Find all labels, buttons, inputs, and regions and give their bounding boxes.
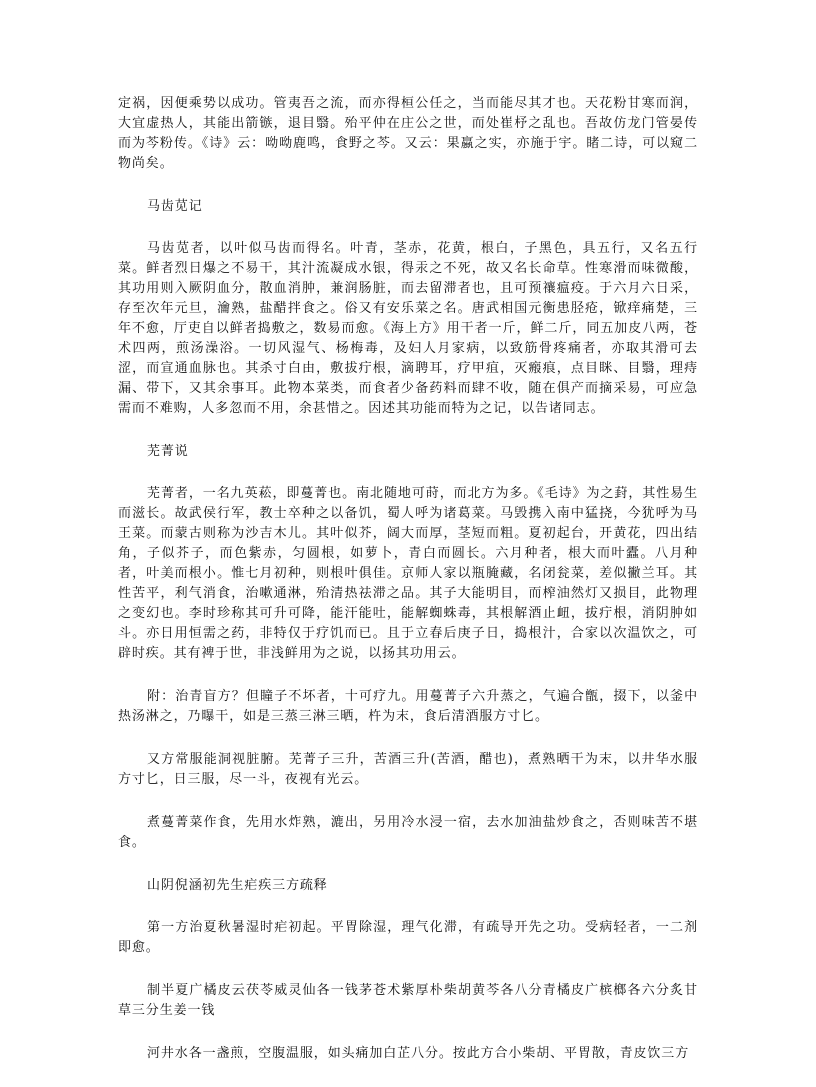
paragraph-wu-jing: 芜菁者，一名九英菘，即蔓菁也。南北随地可莳，而北方为多。《毛诗》为之葑，其性易生而滋长。故武侯行军，教士卒种之以备饥，蜀人呼为诸葛菜。马毁携入南中猛挠，今犹呼为马王菜。而蒙古则称为沙吉木儿。其叶似芥，阔大而厚，茎短而粗。夏初起台，开黄花，四出结角，子似芥子，而色紫赤，匀圆根，如萝卜，青白而圆长。六月种者，根大而叶蠹。八月种者，叶美而根小。惟七月初种，则根叶俱佳。京师人家以瓶腌藏，名闭瓮菜，差似撇兰耳。其性苦平，利气消食，治嗽通淋，殆清热祛滞之品。其子大能明目，而榨油然灯又损目，此物理之变幻也。李时珍称其可升可降，能汗能吐，能解蜘蛛毒，其根解酒止衄，拔疔根，消阴肿如斗。亦日用恒需之药，非特仅于疗饥而已。且于立春后庚子日，捣根汁，合家以次温饮之，可辟时疾。其有裨于世，非浅鲜用为之说，以扬其功用云。: [118, 486, 698, 661]
heading-wu-jing-shuo: 芜菁说: [147, 444, 189, 459]
heading-nue-ji-san-fang: 山阴倪涵初先生疟疾三方疏释: [147, 878, 328, 893]
paragraph-ma-chi-xian: 马齿苋者，以叶似马齿而得名。叶青，茎赤，花黄，根白，子黑色，具五行，又名五行菜。鲜者烈日爆之不易干，其汁流凝成水银，得汞之不死，故又名长命草。性寒滑而味微酸，其功用则入厥阴血分，散血消肿，兼润肠脏，而去留滞者也，且可预禳瘟疫。于六月六日采，存至次年元旦，瀹熟，盐醋拌食之。俗又有安乐菜之名。唐武相国元衡患胫疮，锨痒痛楚，三年不愈，厅吏自以鲜者捣敷之，数易而愈。《海上方》用干者一斤，鲜二斤，同五加皮八两，苍术四两，煎汤澡浴。一切风湿气、杨梅毒，及妇人月家病，以致筋骨疼痛者，亦取其滑可去涩，而宣通血脉也。其杀寸白由，敷拔疔根，滴聘耳，疗甲疽，灭瘢痕，点目眯、目翳，理痔漏、带下，又其余事耳。此物本菜类，而食者少备药料而肆不收，随在俱产而摘采易，可应急需而不难购，人多忽而不用，余甚惜之。因述其功能而特为之记，以告诸同志。: [118, 241, 698, 416]
paragraph-he-jing-shui: 河井水各一盏煎，空腹温服，如头痛加白芷八分。按此方合小柴胡、平胃散，青皮饮三方: [147, 1046, 690, 1061]
document-page: [118, 94, 698, 1087]
heading-ma-chi-xian-ji: 马齿苋记: [147, 199, 203, 214]
paragraph-zhu-man-jing: 煮蔓菁菜作食，先用水炸熟，漉出，另用冷水浸一宿，去水加油盐炒食之，否则味苦不堪食。: [118, 815, 698, 850]
paragraph-you-fang: 又方常服能洞视脏腑。芜菁子三升，苦酒三升(苦酒，醋也)，煮熟晒干为末，以井华水服方寸匕，日三服，尽一斗，夜视有光云。: [118, 752, 698, 787]
paragraph-prescription: 制半夏广橘皮云茯苓威灵仙各一钱茅苍术紫厚朴柴胡黄芩各八分青橘皮广槟榔各六分炙甘草三分生姜一钱: [118, 983, 698, 1018]
paragraph-intro: 定祸，因便乘势以成功。管夷吾之流，而亦得桓公任之，当而能尽其才也。天花粉甘寒而润，大宜虚热人，其能出箭镞，退目翳。殆平仲在庄公之世，而处崔杼之乱也。吾故仿龙门管晏传而为芩粉传。《诗》云：呦呦鹿鸣，食野之芩。又云：果蠃之实，亦施于宇。睹二诗，可以窥二物尚矣。: [118, 96, 698, 171]
paragraph-qing-mang-fang: 附：治青盲方？但瞳子不坏者，十可疗九。用蔓菁子六升蒸之，气遍合甑，掇下，以釜中热汤淋之，乃曝干，如是三蒸三淋三晒，杵为末，食后清酒服方寸匕。: [118, 689, 698, 724]
paragraph-di-yi-fang: 第一方治夏秋暑湿时疟初起。平胃除湿，理气化滞，有疏导开先之功。受病轻者，一二剂即愈。: [118, 920, 698, 955]
